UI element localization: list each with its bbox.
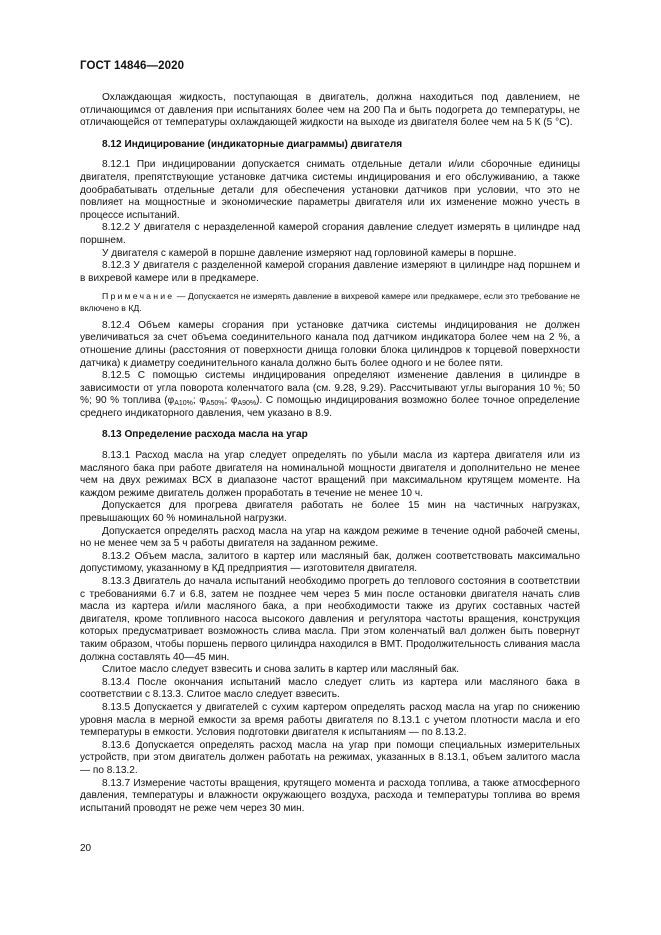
paragraph-8-13-1-c: Допускается определять расход масла на угар на каждом режиме в течение одной рабочей смены, но не менее чем за 5 ч работы двигателя на заданном режиме. [80, 525, 580, 550]
document-header: ГОСТ 14846—2020 [80, 60, 185, 72]
paragraph-8-13-4: 8.13.4 После окончания испытаний масло следует слить из картера или масляного бака в соответствии с 8.13.3. Слитое масло следует взвесить. [80, 676, 580, 701]
subscript: A10% [174, 400, 193, 408]
paragraph-8-13-6: 8.13.6 Допускается определять расход масла на угар при помощи специальных измерительных устройств, при этом двигатель должен работать на режимах, указанных в 8.13.1, объем залитого масла — по 8.13.2. [80, 739, 580, 776]
paragraph-intro: Охлаждающая жидкость, поступающая в двигатель, должна находиться под давлением, не отличающимся от давления при испытаниях более чем на 200 Па и быть подогрета до температуры, не отличающейся от температуры охлаждающей жидкости на выходе из двигателя более чем на 5 К (5 °С). [80, 92, 580, 129]
note-text: — Допускается не измерять давление в вихревой камере или предкамере, если это требование не включено в КД. [80, 291, 580, 313]
text-part: ). С помощью индицирования возможно более точное определение среднего индикаторного давления, чем указано в 8.9. [80, 395, 580, 419]
section-heading-8-12: 8.12 Индицирование (индикаторные диаграммы) двигателя [102, 138, 403, 150]
paragraph-8-12-2: 8.12.2 У двигателя с неразделенной камерой сгорания давление следует измерять в цилиндре над поршнем. [80, 222, 580, 246]
paragraph-8-12-5 [80, 370, 580, 420]
paragraph-8-12-2-cont: У двигателя с камерой в поршне давление измеряют над горловиной камеры в поршне. [102, 247, 517, 259]
paragraph-8-13-3-b: Слитое масло следует взвесить и снова залить в картер или масляный бак. [102, 664, 460, 676]
paragraph-8-13-5: 8.13.5 Допускается у двигателей с сухим картером определять расход масла на угар по снижению уровня масла в мерной емкости за время работы двигателя по 8.13.1 с учетом плотности масла и его температуры в емкости. Условия подготовки двигателя к испытаниям — по 8.13.2. [80, 701, 580, 739]
subscript: A90% [237, 400, 257, 408]
section-heading-8-13: 8.13 Определение расхода масла на угар [102, 429, 308, 441]
paragraph-8-12-1: 8.12.1 При индицировании допускается снимать отдельные детали и/или сборочные единицы двигателя, препятствующие установке датчика системы индицирования и его обслуживанию, а также дообрабатывать отдельные детали для обеспечения установки датчиков при условии, что это не повлияет на мощностные и экономические параметры двигателя или их изменение можно учесть в процессе испытаний. [80, 159, 580, 221]
paragraph-8-13-1: 8.13.1 Расход масла на угар следует определять по убыли масла из картера двигателя или из масляного бака при работе двигателя на номинальной мощности двигателя и дополнительно не менее чем на двух режимах ВСХ в диапазоне частот вращений при максимальном крутящем моменте. На каждом режиме двигатель должен проработать в течение не менее 10 ч. [80, 450, 580, 499]
text-part: 8.12.5 С помощью системы индицирования определяют изменение давления в цилиндре в зависимости от угла поворота коленчатого вала (см. 9.28, 9.29). Рассчитывают углы выгорания 10 %; 50 %; 90 % топлива (φ [80, 370, 580, 407]
text-part: ; φ [224, 395, 238, 407]
document-body [80, 92, 580, 815]
note-label: Примечание [102, 291, 175, 302]
paragraph-8-12-3: 8.12.3 У двигателя с разделенной камерой сгорания давление измеряют в цилиндре над поршнем и в вихревой камере или в предкамере. [80, 260, 580, 284]
note [80, 291, 580, 313]
text-part: ; φ [192, 395, 206, 407]
paragraph-8-13-3: 8.13.3 Двигатель до начала испытаний необходимо прогреть до теплового состояния в соответствии с требованиями 6.7 и 6.8, затем не позднее чем через 5 мин после остановки двигателя начать слив масла из картера и/или масляного бака, а при необходимости также из других составных частей двигателя, кроме топливного насоса высокого давления и регулятора частоты вращения, конструкция которых предусматривает возможность слива масла. При этом коленчатый вал должен быть повернут таким образом, чтобы поршень первого цилиндра находился в ВМТ. Продолжительность сливания масла должна составлять 40—45 мин. [80, 576, 580, 663]
paragraph-8-12-4: 8.12.4 Объем камеры сгорания при установке датчика системы индицирования не должен увеличиваться за счет объема соединительного канала под датчиком индикатора более чем на 2 %, а отношение длины (расстояния от поверхности днища головки блока цилиндров к торцевой поверхности датчика) к диаметру соединительного канала должно быть более одного и не более пяти. [80, 319, 580, 369]
paragraph-8-13-2: 8.13.2 Объем масла, залитого в картер или масляный бак, должен соответствовать максимально допустимому, указанному в КД предприятия — изготовителя двигателя. [80, 550, 580, 575]
page-number: 20 [80, 843, 92, 854]
subscript: A50% [205, 400, 225, 408]
paragraph-8-13-7: 8.13.7 Измерение частоты вращения, крутящего момента и расхода топлива, а также атмосферного давления, температуры и влажности окружающего воздуха, расхода и температуры топлива во время испытаний проводят не реже чем через 30 мин. [80, 777, 580, 814]
paragraph-8-13-1-b: Допускается для прогрева двигателя работать не более 15 мин на частичных нагрузках, превышающих 60 % номинальной нагрузки. [80, 500, 580, 525]
